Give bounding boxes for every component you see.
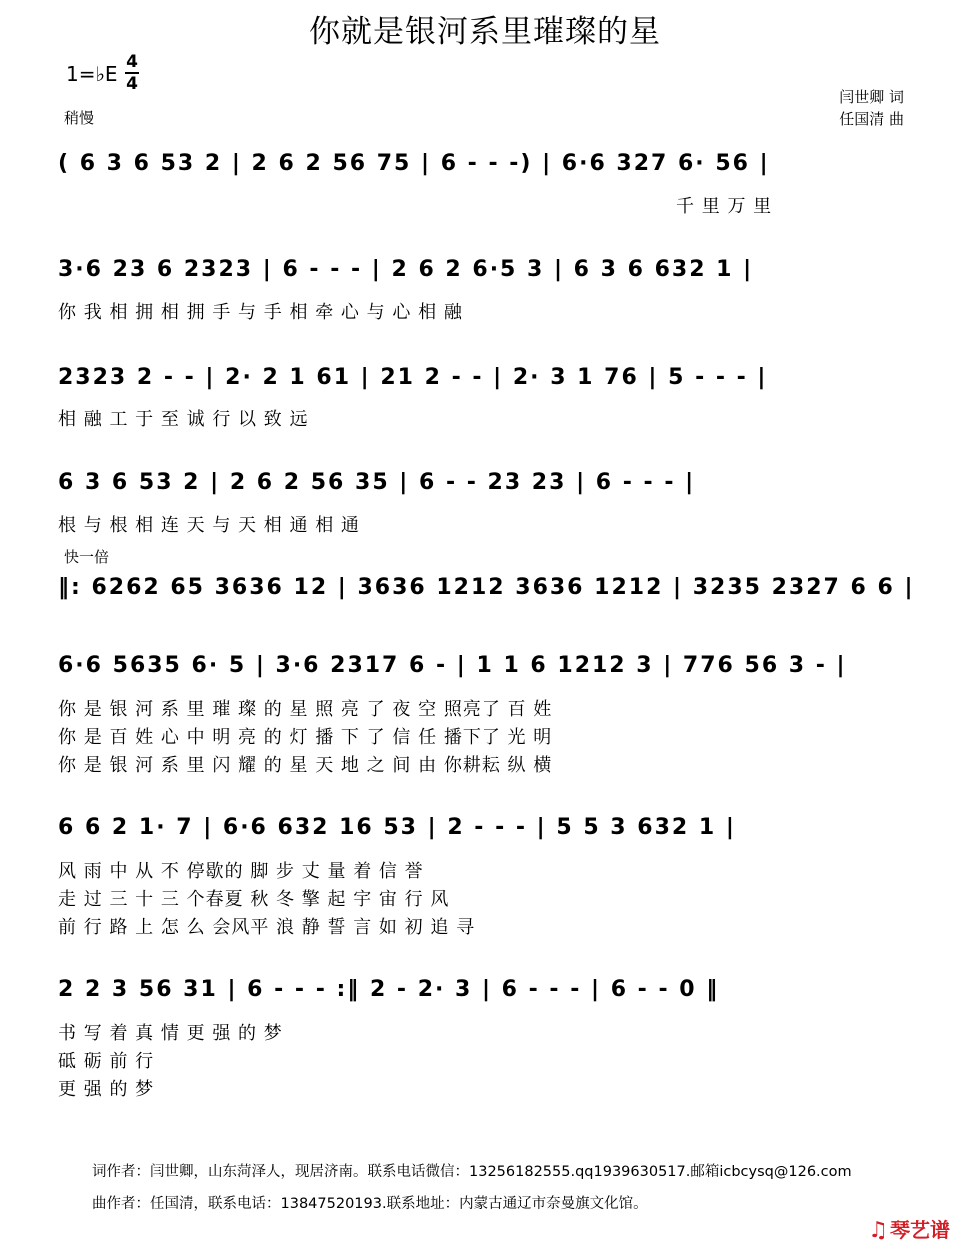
site-logo xyxy=(868,1214,950,1243)
meter-top: 4 xyxy=(126,52,138,72)
section-marking: 快一倍 xyxy=(64,548,110,566)
lyrics-row-8-verse-2: 砥 砺 前 行 xyxy=(58,1051,155,1072)
notation-row-1: ( 6 3 6 53 2 | 2 6 2 56 75 | 6 - - -) | 6·6 327 6· 56 | xyxy=(58,151,770,176)
lyrics-row-7-verse-2: 走 过 三 十 三 个春夏 秋 冬 擎 起 宇 宙 行 风 xyxy=(58,889,450,910)
composer-info: 曲作者：任国清，联系电话：13847520193.联系地址：内蒙古通辽市奈曼旗文化馆。 xyxy=(92,1196,648,1212)
notation-row-6: 6·6 5635 6· 5 | 3·6 2317 6 - | 1 1 6 1212 3 | 776 56 3 - | xyxy=(58,653,847,678)
lyrics-row-6-verse-1: 你 是 银 河 系 里 璀 璨 的 星 照 亮 了 夜 空 照亮了 百 姓 xyxy=(58,699,553,720)
tempo-marking: 稍慢 xyxy=(64,109,95,127)
lyrics-row-1: 千 里 万 里 xyxy=(676,196,773,217)
lyricist-info: 词作者：闫世卿，山东菏泽人，现居济南。联系电话微信：13256182555.qq1939630517.邮箱icbcysq@126.com xyxy=(92,1164,852,1180)
lyricist-credit: 闫世卿 词 xyxy=(839,88,904,106)
lyrics-row-6-verse-2: 你 是 百 姓 心 中 明 亮 的 灯 播 下 了 信 任 播下了 光 明 xyxy=(58,727,553,748)
time-signature xyxy=(124,52,140,94)
page-title: 你就是银河系里璀璨的星 xyxy=(309,14,661,50)
notation-row-3: 2323 2 - - | 2· 2 1 61 | 21 2 - - | 2· 3 1 76 | 5 - - - | xyxy=(58,365,768,390)
lyrics-row-6-verse-3: 你 是 银 河 系 里 闪 耀 的 星 天 地 之 间 由 你耕耘 纵 横 xyxy=(58,755,553,776)
lyrics-row-4: 根 与 根 相 连 天 与 天 相 通 相 通 xyxy=(58,515,360,536)
notation-row-8: 2 2 3 56 31 | 6 - - - :‖ 2 - 2· 3 | 6 - - - | 6 - - 0 ‖ xyxy=(58,977,720,1002)
meter-bottom: 4 xyxy=(126,74,138,94)
composer-credit: 任国清 曲 xyxy=(839,110,904,128)
logo-text: 琴艺谱 xyxy=(890,1218,950,1242)
notation-row-2: 3·6 23 6 2323 | 6 - - - | 2 6 2 6·5 3 | 6 3 6 632 1 | xyxy=(58,257,754,282)
lyrics-row-7-verse-1: 风 雨 中 从 不 停歇的 脚 步 丈 量 着 信 誉 xyxy=(58,861,424,882)
lyrics-row-8-verse-3: 更 强 的 梦 xyxy=(58,1079,155,1100)
notation-row-4: 6 3 6 53 2 | 2 6 2 56 35 | 6 - - 23 23 | 6 - - - | xyxy=(58,470,696,495)
lyrics-row-8-verse-1: 书 写 着 真 情 更 强 的 梦 xyxy=(58,1023,283,1044)
notation-row-5: ‖: 6262 65 3636 12 | 3636 1212 3636 1212 | 3235 2327 6 6 | xyxy=(58,575,915,600)
logo-icon: ♫ xyxy=(868,1218,888,1243)
lyrics-row-7-verse-3: 前 行 路 上 怎 么 会风平 浪 静 誓 言 如 初 追 寻 xyxy=(58,917,476,938)
notation-row-7: 6 6 2 1· 7 | 6·6 632 16 53 | 2 - - - | 5 5 3 632 1 | xyxy=(58,815,736,840)
lyrics-row-3: 相 融 工 于 至 诚 行 以 致 远 xyxy=(58,409,309,430)
key-signature: 1=♭E xyxy=(66,62,118,86)
lyrics-row-2: 你 我 相 拥 相 拥 手 与 手 相 牵 心 与 心 相 融 xyxy=(58,302,463,323)
